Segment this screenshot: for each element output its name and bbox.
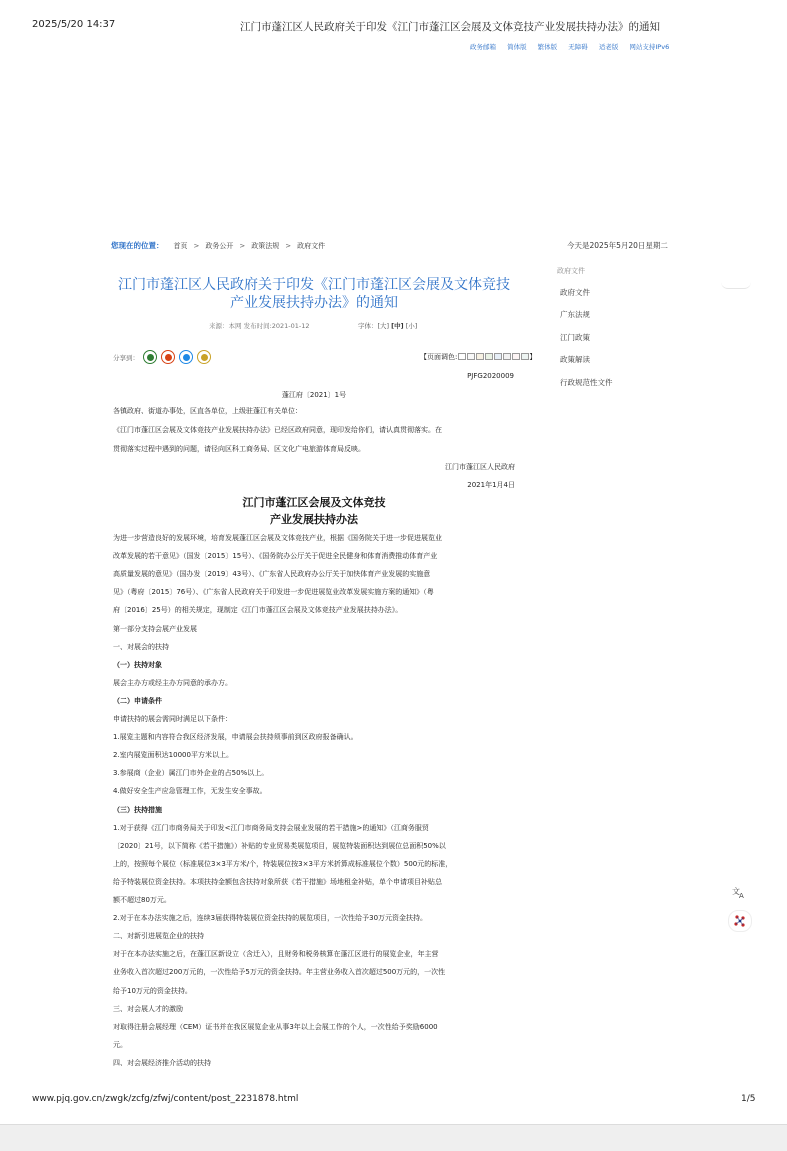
page-color-label: 【页面调色: [420, 353, 458, 361]
share-label: 分享到： [113, 353, 139, 362]
body-line: 府〔2016〕25号）的相关规定，现制定《江门市蓬江区会展及文体竞技产业发展扶持办法》。 [113, 606, 403, 615]
font-size-small[interactable]: [小] [405, 322, 418, 330]
sidebar-item-normative-docs[interactable]: 行政规范性文件 [560, 377, 613, 387]
page-url: www.pjq.gov.cn/zwgk/zcfg/zfwj/content/post_2231878.html [32, 1094, 299, 1104]
body-line: 四、对会展经济推介活动的扶持 [113, 1058, 211, 1067]
body-line: 给予10万元的资金扶持。 [113, 986, 192, 995]
share-bar [113, 350, 211, 364]
body-line: 高质量发展的意见》（国办发〔2019〕43号）、《广东省人民政府办公厅关于加快体育产业发展的实施意 [113, 570, 431, 579]
page-color-swatch[interactable] [503, 353, 511, 360]
sidebar-item-gov-docs[interactable]: 政府文件 [560, 288, 590, 297]
translate-icon [732, 885, 746, 899]
page-number: 1/5 [741, 1094, 756, 1104]
article-meta: 来源：本网 发布时间:2021-01-12 [209, 322, 310, 330]
share-qzone-icon[interactable] [197, 350, 211, 364]
network-button[interactable] [728, 910, 752, 932]
breadcrumb-item-gov-docs[interactable]: 政府文件 [297, 242, 326, 250]
breadcrumb [111, 240, 327, 251]
top-link-simplified[interactable]: 简体版 [507, 43, 527, 51]
body-line: 额不超过80万元。 [113, 896, 171, 904]
body-line: 1.展览主题和内容符合我区经济发展，申请展会扶持须事前到区政府报备确认。 [113, 733, 358, 742]
page-color-swatch[interactable] [476, 353, 484, 360]
body-line: （一）扶持对象 [113, 660, 162, 669]
body-line: 展会主办方或经主办方同意的承办方。 [113, 678, 232, 687]
share-qq-icon[interactable] [179, 350, 193, 364]
body-line: 改革发展的若干意见》（国发〔2015〕15号）、《国务院办公厅关于促进全民健身和体育消费推动体育产业 [113, 552, 438, 561]
top-link-elderly[interactable]: 适老版 [598, 43, 619, 51]
article-title: 江门市蓬江区人民政府关于印发《江门市蓬江区会展及文体竞技产业发展扶持办法》的通知 [118, 277, 510, 311]
sidebar-divider [721, 282, 751, 289]
svg-text:A: A [739, 892, 744, 899]
breadcrumb-label: 您现在的位置： [111, 241, 164, 250]
today-date: 今天是2025年5月20日星期二 [567, 241, 668, 250]
breadcrumb-separator: > [285, 242, 292, 250]
salutation: 各镇政府、街道办事处，区直各单位，上级驻蓬江有关单位： [113, 407, 302, 415]
signer: 江门市蓬江区人民政府 [445, 463, 515, 471]
sidebar-list [560, 287, 613, 399]
sidebar-item-jiangmen-policies[interactable]: 江门政策 [560, 332, 590, 342]
page-color-picker [420, 352, 536, 362]
body-line: 业务收入首次超过200万元的，一次性给予5万元的资金扶持。年主营业务收入首次超过500万元的，一次性 [113, 968, 446, 977]
body-line: 元。 [113, 1040, 127, 1049]
body-line: 一、对展会的扶持 [113, 642, 169, 651]
share-weibo-icon[interactable] [161, 350, 175, 364]
body-line: 二、对新引进展览企业的扶持 [113, 932, 204, 941]
body-line: （二）申请条件 [113, 696, 162, 705]
sign-date: 2021年1月4日 [467, 481, 515, 489]
top-link-email[interactable]: 政务邮箱 [470, 43, 496, 51]
body-line: 对取得注册会展经理（CEM）证书并在我区展览企业从事3年以上会展工作的个人，一次性给予奖励6000 [113, 1022, 438, 1031]
sidebar-item-policy-interpretation[interactable]: 政策解读 [560, 355, 590, 365]
measures-title-line1: 江门市蓬江区会展及文体竞技 [242, 496, 386, 509]
body-line: 三、对会展人才的激励 [113, 1004, 183, 1013]
translate-button[interactable] [728, 882, 750, 902]
share-wechat-icon[interactable] [143, 350, 157, 364]
body-line: 〔2020〕21号，以下简称《若干措施》）补贴的专业贸易类展览项目，展览特装面积达到展位总面积50%以 [113, 841, 446, 850]
page-color-swatch[interactable] [485, 353, 493, 360]
page-color-swatches [457, 353, 529, 362]
page-color-swatch[interactable] [494, 353, 502, 360]
body-line: 见》（粤府〔2015〕76号）、《广东省人民政府关于印发进一步促进展览业改革发展实施方案的通知》（粤 [113, 588, 434, 597]
notice-line: 贯彻落实过程中遇到的问题，请径向区科工商务局、区文化广电旅游体育局反映。 [113, 445, 365, 453]
svg-text:文: 文 [732, 887, 740, 896]
body-line: 上的，按照每个展位（标准展位3×3平方米/个，特装展位按3×3平方米折算成标准展位个数）500元的标准， [113, 859, 453, 868]
notice-line: 《江门市蓬江区会展及文体竞技产业发展扶持办法》已经区政府同意，现印发给你们，请认真贯彻落实。在 [113, 426, 442, 434]
measures-title [113, 494, 515, 528]
sidebar-item-guangdong-laws[interactable]: 广东法规 [560, 310, 590, 320]
breadcrumb-item-gov-affairs[interactable]: 政务公开 [205, 242, 234, 250]
breadcrumb-separator: > [239, 242, 246, 250]
doc-number: 蓬江府〔2021〕1号 [281, 391, 347, 399]
doc-code: PJFG2020009 [467, 372, 514, 380]
body-line: 为进一步营造良好的发展环境，培育发展蓬江区会展及文体竞技产业，根据《国务院关于进一步促进展览业 [113, 534, 442, 542]
breadcrumb-separator: > [193, 242, 200, 250]
top-links [470, 42, 678, 51]
page-color-swatch[interactable] [521, 353, 529, 360]
breadcrumb-item-policies[interactable]: 政策法规 [251, 242, 280, 250]
top-link-accessibility[interactable]: 无障碍 [568, 43, 588, 51]
print-page-title: 江门市蓬江区人民政府关于印发《江门市蓬江区会展及文体竞技产业发展扶持办法》的通知 [240, 21, 660, 33]
measures-title-line2: 产业发展扶持办法 [270, 513, 358, 526]
sidebar-heading: 政府文件 [557, 267, 585, 275]
footer-bar [0, 1124, 787, 1151]
body-line: 第一部分支持会展产业发展 [113, 624, 197, 633]
body-line: 1.对于获得《江门市商务局关于印发<江门市商务局支持会展业发展的若干措施>的通知》（江商务服贸 [113, 823, 429, 832]
body-line: 2.室内展览面积达10000平方米以上。 [113, 751, 233, 760]
body-line: 申请扶持的展会需同时满足以下条件： [113, 715, 232, 723]
print-datetime: 2025/5/20 14:37 [32, 19, 116, 30]
body-line: （三）扶持措施 [113, 805, 162, 814]
page-color-swatch[interactable] [512, 353, 520, 360]
body-line: 3.参展商（企业）属江门市外企业的占50%以上。 [113, 769, 269, 778]
page-color-swatch[interactable] [458, 353, 466, 360]
body-line: 给予特装展位资金扶持。本项扶持金额包含扶持对象所获《若干措施》场地租金补贴，单个申请项目补贴总 [113, 877, 442, 886]
body-line: 4.做好安全生产应急管理工作，无发生安全事故。 [113, 787, 267, 796]
body-line: 对于在本办法实施之后，在蓬江区新设立（含迁入），且财务和税务核算在蓬江区进行的展览企业，年主营 [113, 950, 439, 959]
font-size-large[interactable]: [大] [377, 322, 390, 330]
font-size-label: 字体： [358, 322, 378, 330]
page-color-end: 】 [529, 353, 537, 361]
breadcrumb-item-home[interactable]: 首页 [173, 242, 188, 250]
network-icon [733, 914, 747, 928]
font-size-medium[interactable]: [中] [391, 322, 404, 330]
font-size-controls [358, 321, 417, 330]
top-link-traditional[interactable]: 繁体版 [537, 43, 558, 51]
body-line: 2.对于在本办法实施之后，连续3届获得特装展位资金扶持的展览项目，一次性给予30万元资金扶持。 [113, 914, 428, 923]
page-color-swatch[interactable] [467, 353, 475, 360]
top-link-ipv6[interactable]: 网站支持IPv6 [629, 43, 670, 51]
